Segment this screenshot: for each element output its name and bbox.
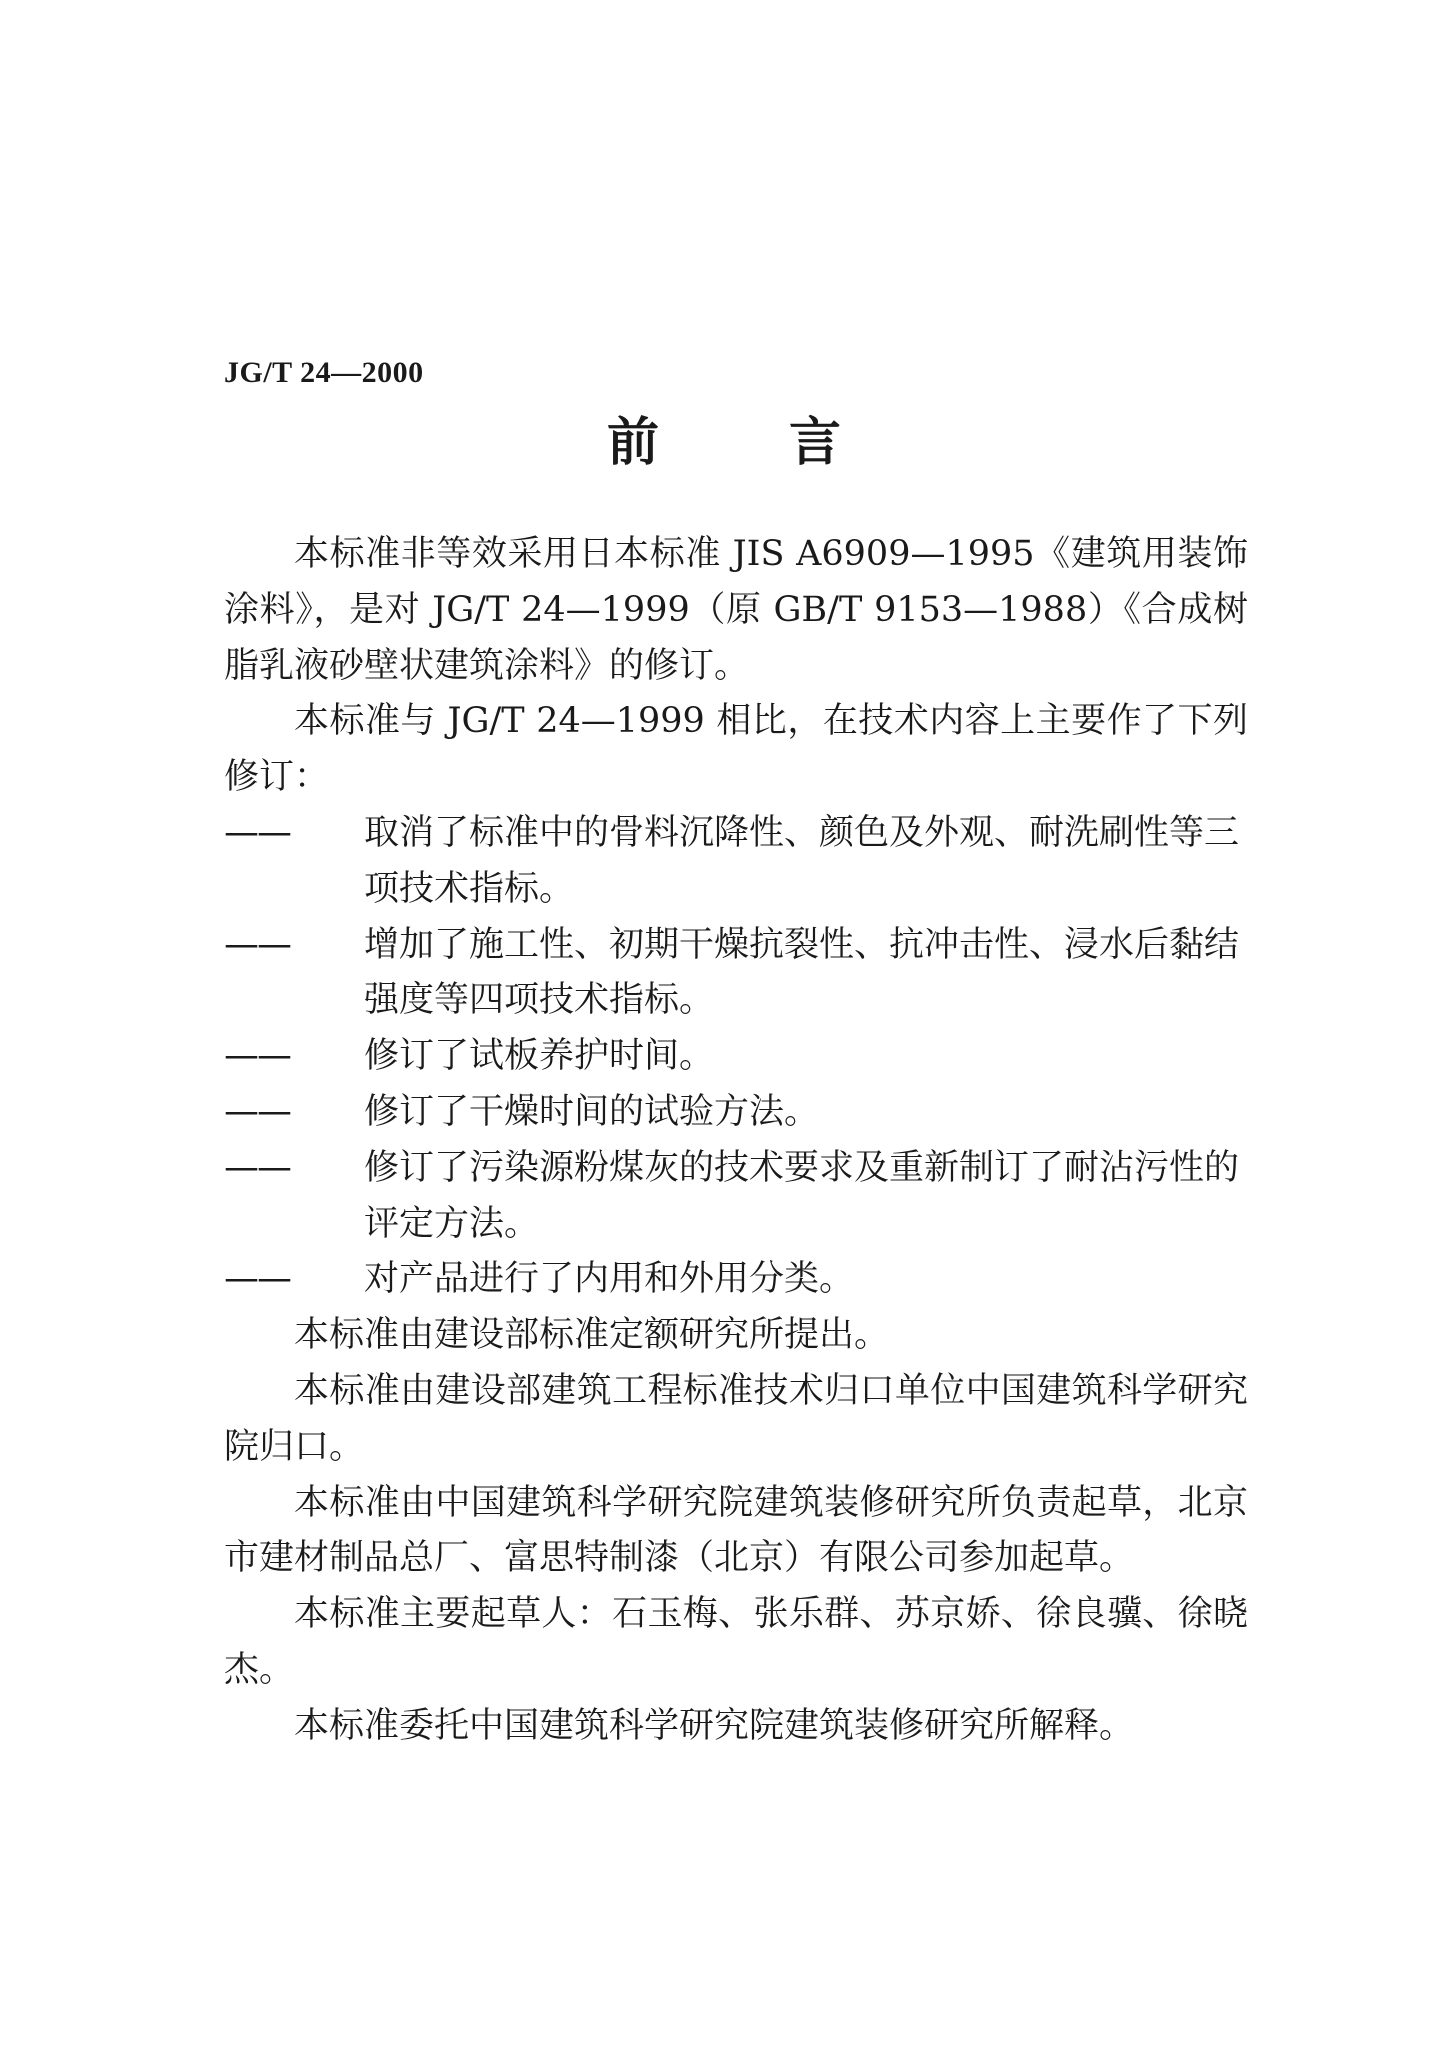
standard-code: JG/T 24—2000: [224, 356, 424, 389]
list-item-text: 修订了干燥时间的试验方法。: [364, 1091, 820, 1132]
list-item: [224, 1085, 1248, 1141]
list-item: [224, 1029, 1248, 1085]
list-item-text: 对产品进行了内用和外用分类。: [364, 1259, 855, 1300]
list-item: [224, 918, 1248, 1030]
paragraph-administrator: 本标准由建设部建筑工程标准技术归口单位中国建筑科学研究院归口。: [224, 1370, 1248, 1467]
list-item-text: 增加了施工性、初期干燥抗裂性、抗冲击性、浸水后黏结强度等四项技术指标。: [364, 924, 1240, 1021]
paragraph-revision-summary: 本标准与 JG/T 24—1999 相比，在技术内容上主要作了下列修订：: [224, 701, 1248, 798]
dash-marker: ——: [224, 1036, 290, 1077]
dash-marker: ——: [224, 1091, 290, 1132]
paragraph-proposer: 本标准由建设部标准定额研究所提出。: [294, 1315, 890, 1356]
list-item-text: 修订了试板养护时间。: [364, 1036, 715, 1077]
list-item: [224, 1252, 1248, 1308]
list-item-text: 取消了标准中的骨料沉降性、颜色及外观、耐洗刷性等三项技术指标。: [364, 812, 1240, 909]
dash-marker: ——: [224, 1259, 290, 1300]
title-part-1: 前: [606, 413, 659, 473]
paragraph-adoption: 本标准非等效采用日本标准 JIS A6909—1995《建筑用装饰涂料》，是对 JG/T 24—1999（原 GB/T 9153—1988）《合成树脂乳液砂壁状建筑涂料》的修订。: [224, 534, 1248, 686]
list-item-text: 修订了污染源粉煤灰的技术要求及重新制订了耐沾污性的评定方法。: [364, 1147, 1240, 1244]
dash-marker: ——: [224, 1147, 290, 1188]
paragraph-interpretation: 本标准委托中国建筑科学研究院建筑装修研究所解释。: [294, 1705, 1135, 1746]
foreword-body: [224, 527, 1248, 1755]
title-part-2: 言: [789, 413, 842, 473]
list-item: [224, 806, 1248, 918]
page-title: [0, 408, 1448, 478]
paragraph-drafting-units: 本标准由中国建筑科学研究院建筑装修研究所负责起草，北京市建材制品总厂、富思特制漆（北京）有限公司参加起草。: [224, 1482, 1248, 1579]
revision-list: [224, 806, 1248, 1308]
paragraph-drafters: 本标准主要起草人：石玉梅、张乐群、苏京娇、徐良骥、徐晓杰。: [224, 1594, 1248, 1690]
dash-marker: ——: [224, 924, 290, 965]
list-item: [224, 1141, 1248, 1253]
dash-marker: ——: [224, 812, 290, 853]
